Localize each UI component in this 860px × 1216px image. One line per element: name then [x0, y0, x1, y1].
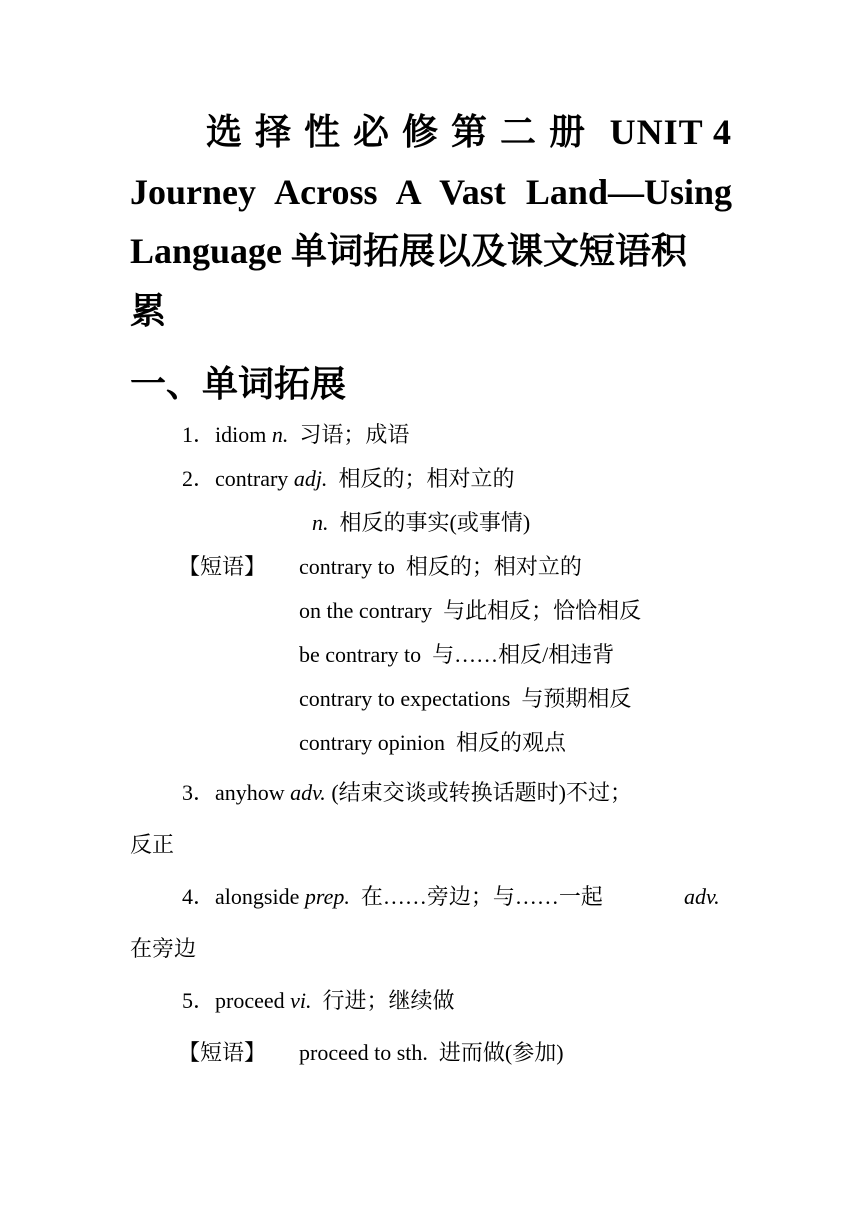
- phrase-en: be contrary to: [299, 642, 422, 667]
- phrase-cn: 与预期相反: [521, 686, 632, 711]
- entry-3-continuation: 反正: [130, 832, 175, 857]
- entry-number: 4．: [182, 884, 216, 909]
- title-unit: UNIT 4: [609, 112, 732, 152]
- entry-word: contrary: [215, 466, 289, 491]
- entry-meaning: 相反的事实(或事情): [339, 510, 531, 535]
- entry-number: 3．: [182, 780, 216, 805]
- entry-4-pos2: adv.: [684, 884, 720, 909]
- entry-5: [182, 986, 455, 1016]
- phrase-cn: 与此相反；恰恰相反: [443, 598, 642, 623]
- phrase-en: contrary to: [299, 554, 395, 579]
- phrase-label: 【短语】: [178, 1040, 267, 1065]
- phrase-cn: 与……相反/相违背: [432, 642, 615, 667]
- phrase-item: [299, 728, 566, 758]
- title-line-2-text: Journey Across A Vast Land—Using: [130, 172, 732, 212]
- entry-2-second-sense: [312, 508, 530, 538]
- phrase-en: proceed to sth.: [299, 1040, 428, 1065]
- entry-meaning: 在……旁边；与……一起: [360, 884, 603, 909]
- entry-word: idiom: [215, 422, 267, 447]
- entry-pos: vi.: [290, 988, 312, 1013]
- title-line-4-text: 累: [130, 291, 167, 331]
- phrase-item: [299, 596, 641, 626]
- entry-meaning: 行进；继续做: [322, 988, 455, 1013]
- entry-meaning: (结束交谈或转换话题时)不过；: [331, 780, 632, 805]
- section-heading: 一、单词拓展: [130, 364, 347, 405]
- entry-word: alongside: [215, 884, 300, 909]
- entry-3: [182, 778, 632, 808]
- phrase-label: 【短语】: [178, 554, 267, 579]
- phrase-cn: 相反的观点: [456, 730, 567, 755]
- entry-4-continuation: 在旁边: [130, 936, 197, 961]
- phrase-item: [299, 684, 631, 714]
- entry-pos: adj.: [293, 466, 328, 491]
- phrase-en: on the contrary: [299, 598, 433, 623]
- title-book-name: 选择性必修第二册: [206, 112, 599, 152]
- phrase-item: [299, 552, 582, 582]
- entry-meaning: 习语；成语: [299, 422, 410, 447]
- entry-pos: prep.: [304, 884, 350, 909]
- entry-1: [182, 420, 409, 450]
- phrase-item: [299, 640, 614, 670]
- phrase-item: [299, 1038, 564, 1068]
- title-line-2: [130, 162, 732, 222]
- entry-4: [182, 882, 603, 912]
- title-line-3-text: Language 单词拓展以及课文短语积: [130, 231, 688, 271]
- phrase-cn: 进而做(参加): [438, 1040, 564, 1065]
- title-line-4: [130, 281, 732, 341]
- title-line-3: [130, 221, 732, 281]
- entry-pos: n.: [312, 510, 329, 535]
- entry-word: anyhow: [215, 780, 285, 805]
- entry-number: 2．: [182, 466, 216, 491]
- phrase-en: contrary opinion: [299, 730, 446, 755]
- entry-pos: n.: [271, 422, 289, 447]
- entry-number: 1．: [182, 422, 216, 447]
- entry-2: [182, 464, 514, 494]
- entry-word: proceed: [215, 988, 285, 1013]
- entry-number: 5．: [182, 988, 216, 1013]
- phrase-cn: 相反的；相对立的: [405, 554, 582, 579]
- entry-meaning: 相反的；相对立的: [338, 466, 515, 491]
- entry-pos: adv.: [290, 780, 326, 805]
- phrase-en: contrary to expectations: [299, 686, 511, 711]
